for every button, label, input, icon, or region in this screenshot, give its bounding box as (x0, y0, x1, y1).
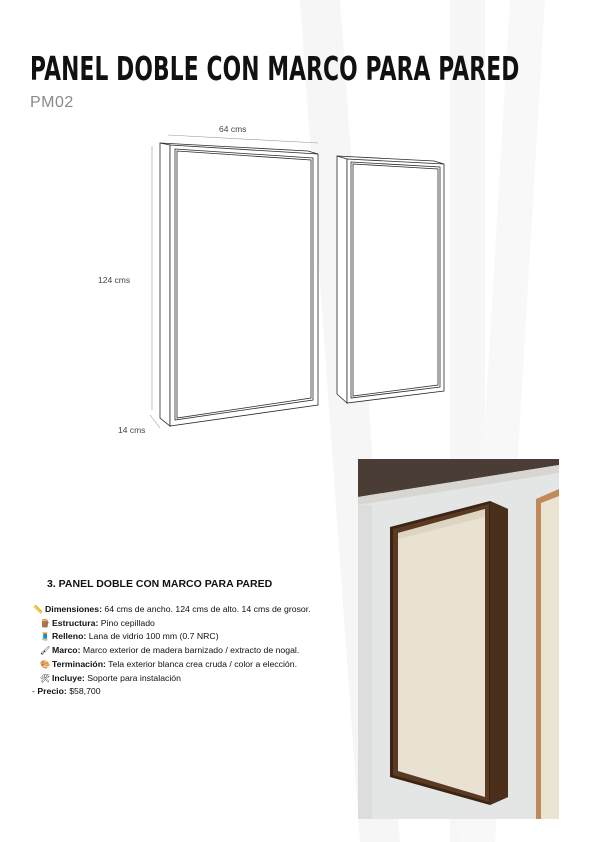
spec-value: Lana de vidrio 100 mm (0.7 NRC) (88, 631, 219, 642)
spec-label: Incluye: (52, 672, 85, 683)
page-title: PANEL DOBLE CON MARCO PARA PARED (30, 49, 520, 88)
spec-value: 64 cms de ancho. 124 cms de alto. 14 cms de grosor. (104, 604, 311, 614)
spec-value: Marco exterior de madera barnizado / extracto de nogal. (82, 645, 300, 656)
tools-icon: 🛠 (40, 673, 51, 683)
technical-drawing (80, 118, 460, 443)
spec-label: Terminación: (52, 658, 106, 669)
spec-heading: 3. PANEL DOBLE CON MARCO PARA PARED (47, 578, 273, 590)
spec-value: Soporte para instalación (87, 672, 181, 683)
paint-icon: 🎨 (40, 659, 50, 669)
brush-icon: 🖌 (40, 646, 51, 656)
price-label: Precio: (37, 686, 67, 697)
spec-label: Dimensiones: (45, 604, 102, 614)
product-photo (358, 459, 559, 819)
spec-label: Estructura: (52, 617, 99, 628)
spec-item-marco (33, 644, 353, 658)
spec-item-dimensiones (33, 603, 353, 617)
spec-item-relleno (33, 630, 353, 644)
spec-label: Marco: (52, 645, 81, 656)
spec-label: Relleno: (52, 631, 87, 642)
price-row (32, 685, 353, 698)
wood-icon: 🪵 (40, 618, 50, 628)
height-dimension-label: 124 cms (98, 275, 131, 285)
spec-value: Pino cepillado (100, 617, 155, 628)
spec-item-incluye (33, 672, 353, 686)
spec-value: Tela exterior blanca crea cruda / color a elección. (108, 658, 297, 669)
ruler-icon: 📏 (33, 605, 43, 614)
spec-item-estructura (33, 617, 353, 631)
depth-dimension-label: 14 cms (118, 425, 146, 435)
price-value: $58,700 (69, 686, 101, 697)
spec-item-terminacion (33, 658, 353, 672)
width-dimension-label: 64 cms (219, 124, 247, 134)
spec-list (33, 603, 353, 698)
price-prefix: - (32, 686, 38, 697)
product-code: PM02 (30, 94, 74, 111)
spool-icon: 🧵 (40, 632, 50, 642)
